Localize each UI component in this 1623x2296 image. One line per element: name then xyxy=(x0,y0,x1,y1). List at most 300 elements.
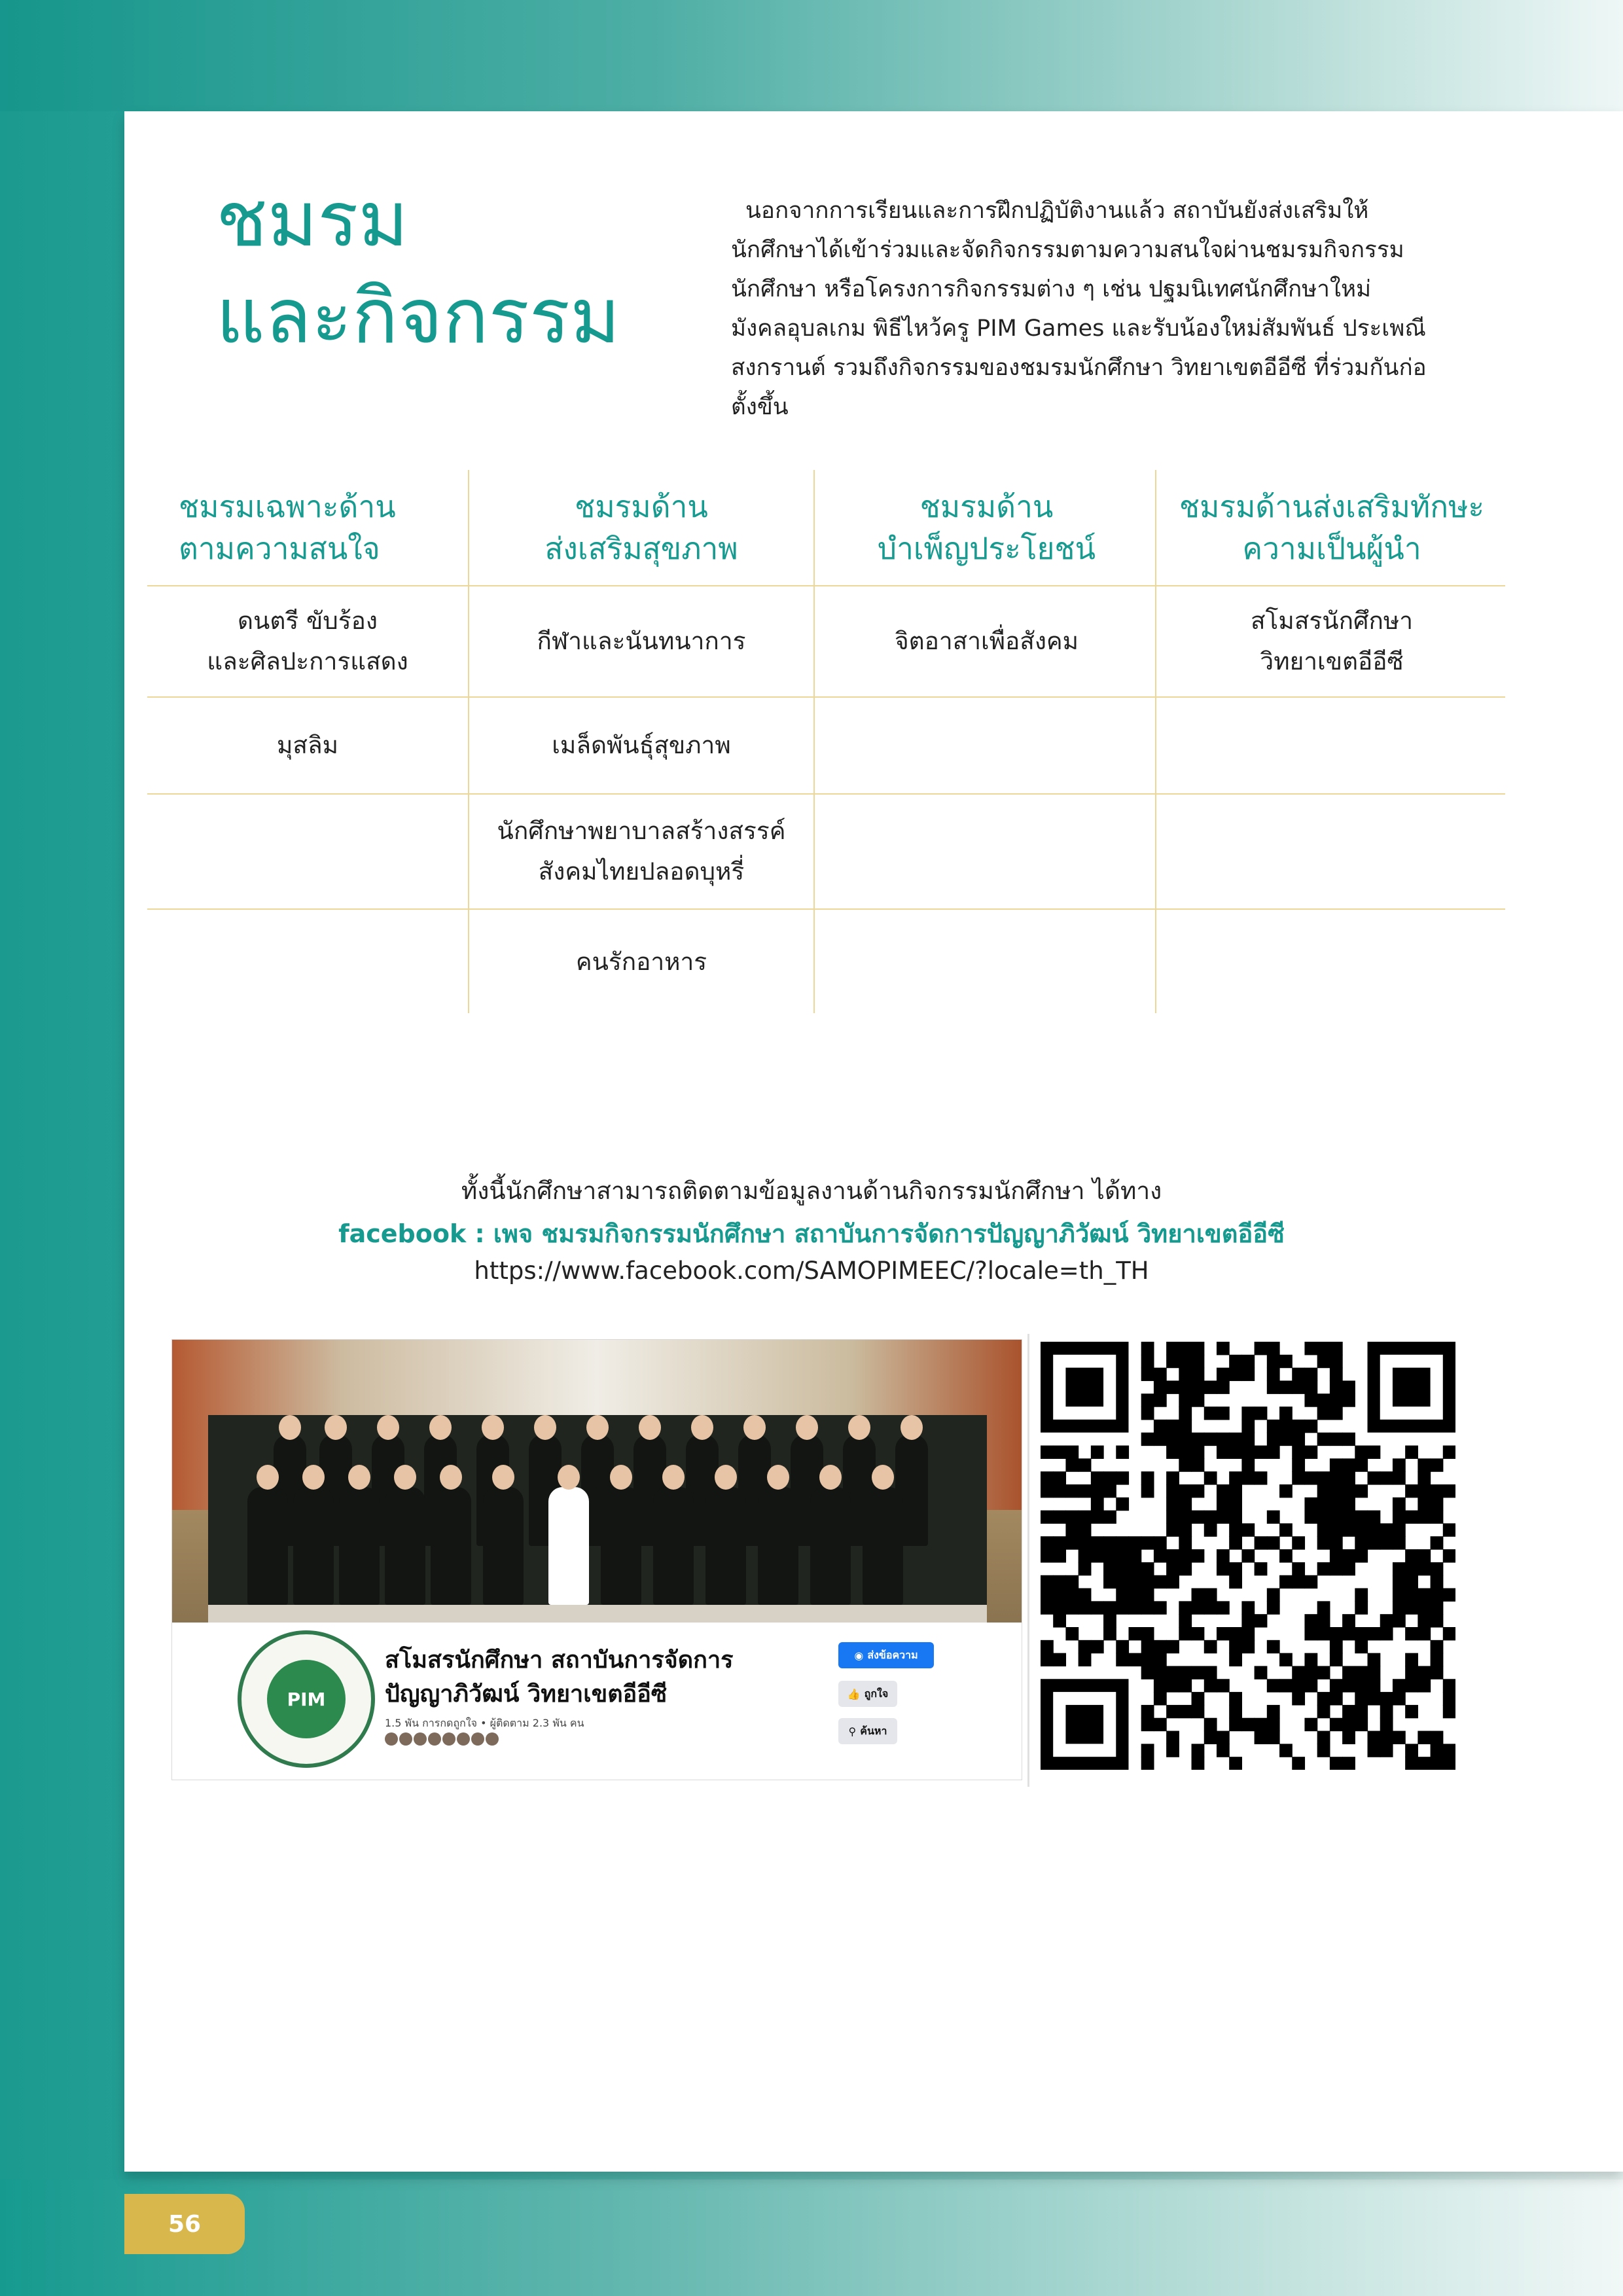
qr-module xyxy=(1241,1471,1255,1484)
qr-module xyxy=(1166,1511,1179,1524)
qr-module xyxy=(1443,1692,1455,1705)
qr-module xyxy=(1204,1588,1217,1602)
photo-figure-head xyxy=(848,1415,870,1440)
qr-module xyxy=(1192,1458,1205,1471)
qr-module xyxy=(1116,1601,1129,1614)
photo-figure-head xyxy=(715,1465,737,1490)
qr-module xyxy=(1192,1549,1205,1562)
qr-module xyxy=(1192,1380,1205,1393)
qr-module xyxy=(1355,1484,1368,1498)
qr-module xyxy=(1116,1446,1129,1459)
qr-module xyxy=(1217,1679,1230,1692)
qr-module xyxy=(1166,1484,1179,1498)
qr-module xyxy=(1393,1498,1406,1511)
search-label: ค้นหา xyxy=(860,1724,887,1737)
qr-module xyxy=(1317,1536,1330,1549)
qr-module xyxy=(1065,1627,1079,1640)
qr-module xyxy=(1304,1471,1317,1484)
qr-module xyxy=(1179,1484,1192,1498)
follower-avatar xyxy=(399,1732,412,1746)
photo-figure xyxy=(863,1487,903,1605)
qr-module xyxy=(1241,1640,1255,1653)
table-cell: ดนตรี ขับร้อง และศิลปะการแสดง xyxy=(207,607,408,675)
facebook-url[interactable]: https://www.facebook.com/SAMOPIMEEC/?locale=th_TH xyxy=(474,1257,1149,1285)
qr-module xyxy=(1304,1368,1317,1381)
qr-module xyxy=(1128,1536,1141,1549)
qr-module xyxy=(1292,1458,1305,1471)
qr-module xyxy=(1241,1355,1255,1368)
table-header-cell xyxy=(468,470,815,585)
qr-module xyxy=(1368,1731,1381,1744)
qr-module xyxy=(1154,1420,1167,1433)
photo-figure-head xyxy=(586,1415,609,1440)
qr-module xyxy=(1342,1614,1355,1627)
qr-module xyxy=(1217,1511,1230,1524)
qr-module xyxy=(1342,1627,1355,1640)
qr-module xyxy=(1229,1653,1242,1666)
qr-module xyxy=(1431,1458,1444,1471)
qr-module xyxy=(1342,1393,1355,1407)
header-line: ชมรมด้าน xyxy=(575,489,708,524)
qr-module xyxy=(1229,1523,1242,1536)
qr-module xyxy=(1317,1484,1330,1498)
qr-module xyxy=(1154,1368,1167,1381)
qr-module xyxy=(1380,1718,1393,1731)
qr-module xyxy=(1179,1614,1192,1627)
qr-module xyxy=(1368,1679,1381,1692)
qr-module xyxy=(1154,1575,1167,1588)
qr-module xyxy=(1179,1420,1192,1433)
qr-module xyxy=(1418,1588,1431,1602)
qr-module xyxy=(1431,1588,1444,1602)
qr-module xyxy=(1418,1511,1431,1524)
qr-module xyxy=(1217,1627,1230,1640)
qr-module xyxy=(1443,1744,1455,1757)
qr-module xyxy=(1330,1757,1343,1770)
qr-module xyxy=(1431,1744,1444,1757)
qr-module xyxy=(1241,1368,1255,1381)
qr-module xyxy=(1229,1562,1242,1575)
qr-module xyxy=(1053,1601,1066,1614)
header-line: ชมรมเฉพาะด้าน xyxy=(179,489,396,524)
qr-module xyxy=(1229,1355,1242,1368)
qr-module xyxy=(1217,1433,1230,1446)
qr-module xyxy=(1128,1575,1141,1588)
qr-module xyxy=(1368,1536,1381,1549)
qr-module xyxy=(1267,1588,1280,1602)
qr-module xyxy=(1304,1342,1317,1355)
table-row xyxy=(147,698,1505,795)
qr-module xyxy=(1330,1484,1343,1498)
qr-module xyxy=(1443,1549,1455,1562)
qr-module xyxy=(1192,1433,1205,1446)
photo-figure-head xyxy=(796,1415,818,1440)
qr-module xyxy=(1304,1420,1317,1433)
qr-module xyxy=(1166,1575,1179,1588)
qr-module xyxy=(1279,1484,1293,1498)
qr-module xyxy=(1317,1705,1330,1718)
qr-finder xyxy=(1393,1368,1431,1407)
intro-line: ตั้งขึ้น xyxy=(731,394,789,420)
photo-figure xyxy=(810,1487,851,1605)
follower-avatar xyxy=(442,1732,455,1746)
page-number: 56 xyxy=(124,2194,245,2254)
qr-module xyxy=(1355,1446,1368,1459)
qr-module xyxy=(1330,1692,1343,1705)
qr-module xyxy=(1380,1627,1393,1640)
qr-module xyxy=(1154,1679,1167,1692)
qr-module xyxy=(1393,1731,1406,1744)
qr-module xyxy=(1267,1705,1280,1718)
qr-code[interactable] xyxy=(1041,1342,1455,1770)
qr-module xyxy=(1154,1601,1167,1614)
qr-module xyxy=(1229,1640,1242,1653)
qr-module xyxy=(1141,1575,1154,1588)
qr-module xyxy=(1154,1536,1167,1549)
qr-module xyxy=(1128,1549,1141,1562)
qr-module xyxy=(1141,1562,1154,1575)
qr-module xyxy=(1330,1368,1343,1381)
qr-module xyxy=(1418,1627,1431,1640)
qr-module xyxy=(1079,1458,1092,1471)
qr-module xyxy=(1079,1549,1092,1562)
table-cell: สโมสรนักศึกษา วิทยาเขตอีอีซี xyxy=(1250,607,1414,675)
qr-module xyxy=(1431,1614,1444,1627)
qr-module xyxy=(1255,1562,1268,1575)
qr-module xyxy=(1380,1523,1393,1536)
table-row xyxy=(147,586,1505,698)
qr-module xyxy=(1393,1511,1406,1524)
qr-module xyxy=(1103,1471,1116,1484)
thumbs-up-icon: 👍 xyxy=(847,1687,861,1700)
table-cell xyxy=(1158,795,1505,908)
facebook-page-link-text[interactable]: facebook : เพจ ชมรมกิจกรรมนักศึกษา สถาบันการจัดการปัญญาภิวัฒน์ วิทยาเขตอีอีซี xyxy=(338,1219,1285,1248)
qr-module xyxy=(1368,1511,1381,1524)
qr-module xyxy=(1267,1355,1280,1368)
qr-module xyxy=(1355,1511,1368,1524)
qr-module xyxy=(1342,1484,1355,1498)
qr-module xyxy=(1431,1666,1444,1679)
intro-line: สงกรานต์ รวมถึงกิจกรรมของชมรมนักศึกษา วิทยาเขตอีอีซี ที่ร่วมกันก่อ xyxy=(731,355,1427,381)
like-label: ถูกใจ xyxy=(864,1687,889,1700)
qr-module xyxy=(1342,1498,1355,1511)
qr-module xyxy=(1255,1407,1268,1420)
qr-module xyxy=(1355,1718,1368,1731)
qr-module xyxy=(1192,1601,1205,1614)
qr-module xyxy=(1317,1601,1330,1614)
qr-module xyxy=(1292,1446,1305,1459)
qr-module xyxy=(1154,1549,1167,1562)
qr-module xyxy=(1431,1536,1444,1549)
qr-module xyxy=(1229,1498,1242,1511)
qr-module xyxy=(1141,1653,1154,1666)
qr-module xyxy=(1279,1433,1293,1446)
page-name-line: สโมสรนักศึกษา สถาบันการจัดการ xyxy=(385,1647,734,1674)
group-photo xyxy=(172,1340,1022,1623)
qr-module xyxy=(1304,1653,1317,1666)
qr-module xyxy=(1091,1511,1104,1524)
table-cell xyxy=(1158,698,1505,793)
qr-module xyxy=(1255,1718,1268,1731)
qr-module xyxy=(1342,1523,1355,1536)
qr-module xyxy=(1041,1549,1054,1562)
qr-module xyxy=(1217,1601,1230,1614)
qr-module xyxy=(1128,1562,1141,1575)
qr-module xyxy=(1267,1536,1280,1549)
qr-module xyxy=(1141,1640,1154,1653)
qr-module xyxy=(1279,1380,1293,1393)
qr-module xyxy=(1065,1523,1079,1536)
qr-module xyxy=(1405,1666,1418,1679)
photo-figure-head xyxy=(743,1415,766,1440)
qr-module xyxy=(1103,1511,1116,1524)
qr-module xyxy=(1330,1433,1343,1446)
qr-module xyxy=(1116,1536,1129,1549)
qr-module xyxy=(1267,1433,1280,1446)
qr-module xyxy=(1154,1692,1167,1705)
qr-module xyxy=(1053,1549,1066,1562)
photo-figure xyxy=(758,1487,798,1605)
qr-module xyxy=(1380,1614,1393,1627)
qr-module xyxy=(1241,1458,1255,1471)
qr-module xyxy=(1217,1446,1230,1459)
qr-module xyxy=(1241,1523,1255,1536)
qr-module xyxy=(1103,1562,1116,1575)
qr-module xyxy=(1079,1640,1092,1653)
qr-module xyxy=(1418,1757,1431,1770)
qr-module xyxy=(1166,1342,1179,1355)
qr-module xyxy=(1393,1575,1406,1588)
photo-floor xyxy=(208,1605,987,1623)
qr-module xyxy=(1166,1562,1179,1575)
follower-avatars xyxy=(385,1732,499,1746)
qr-module xyxy=(1179,1433,1192,1446)
photo-figure xyxy=(601,1487,641,1605)
qr-module xyxy=(1179,1458,1192,1471)
qr-module xyxy=(1443,1627,1455,1640)
qr-module xyxy=(1267,1601,1280,1614)
qr-module xyxy=(1393,1679,1406,1692)
qr-module xyxy=(1192,1393,1205,1407)
title-line-2: และกิจกรรม xyxy=(216,272,620,361)
qr-module xyxy=(1179,1511,1192,1524)
qr-module xyxy=(1279,1549,1293,1562)
qr-module xyxy=(1317,1614,1330,1627)
qr-module xyxy=(1292,1562,1305,1575)
qr-module xyxy=(1330,1627,1343,1640)
qr-module xyxy=(1241,1549,1255,1562)
qr-module xyxy=(1368,1523,1381,1536)
table-cell: มุสลิม xyxy=(276,731,339,759)
qr-module xyxy=(1204,1380,1217,1393)
qr-module xyxy=(1267,1446,1280,1459)
photo-figure-head xyxy=(302,1465,325,1490)
qr-module xyxy=(1267,1718,1280,1731)
like-button[interactable] xyxy=(838,1681,897,1707)
qr-module xyxy=(1405,1601,1418,1614)
qr-module xyxy=(1317,1666,1330,1679)
qr-module xyxy=(1053,1614,1066,1627)
photo-people xyxy=(208,1415,987,1605)
photo-figure-head xyxy=(482,1415,504,1440)
qr-module xyxy=(1065,1446,1079,1459)
qr-module xyxy=(1154,1640,1167,1653)
qr-module xyxy=(1241,1614,1255,1627)
qr-module xyxy=(1128,1627,1141,1640)
qr-module xyxy=(1304,1627,1317,1640)
qr-module xyxy=(1204,1718,1217,1731)
qr-module xyxy=(1279,1420,1293,1433)
table-cell xyxy=(815,698,1158,793)
qr-module xyxy=(1267,1679,1280,1692)
qr-module xyxy=(1279,1355,1293,1368)
qr-module xyxy=(1229,1757,1242,1770)
qr-module xyxy=(1304,1511,1317,1524)
qr-module xyxy=(1041,1588,1054,1602)
photo-figure xyxy=(705,1487,746,1605)
qr-module xyxy=(1192,1588,1205,1602)
qr-module xyxy=(1116,1575,1129,1588)
qr-module xyxy=(1279,1744,1293,1757)
qr-module xyxy=(1330,1549,1343,1562)
table-header-row xyxy=(147,470,1505,586)
qr-module xyxy=(1405,1562,1418,1575)
qr-module xyxy=(1355,1601,1368,1614)
table-row xyxy=(147,795,1505,910)
qr-module xyxy=(1355,1666,1368,1679)
qr-module xyxy=(1217,1562,1230,1575)
qr-module xyxy=(1103,1601,1116,1614)
qr-module xyxy=(1405,1705,1418,1718)
qr-module xyxy=(1217,1407,1230,1420)
qr-module xyxy=(1192,1757,1205,1770)
table-header-cell xyxy=(1158,470,1505,585)
send-message-label: ส่งข้อความ xyxy=(867,1648,918,1661)
qr-module xyxy=(1330,1471,1343,1484)
table-cell xyxy=(147,795,468,908)
qr-module xyxy=(1330,1380,1343,1393)
facebook-page-preview xyxy=(171,1339,1022,1780)
header-line: ส่งเสริมสุขภาพ xyxy=(544,531,738,566)
qr-module xyxy=(1330,1653,1343,1666)
photo-figure-head xyxy=(767,1465,789,1490)
qr-module xyxy=(1091,1640,1104,1653)
qr-module xyxy=(1393,1562,1406,1575)
qr-module xyxy=(1267,1731,1280,1744)
qr-module xyxy=(1355,1692,1368,1705)
qr-module xyxy=(1330,1562,1343,1575)
qr-module xyxy=(1154,1666,1167,1679)
qr-module xyxy=(1154,1393,1167,1407)
qr-module xyxy=(1368,1627,1381,1640)
qr-module xyxy=(1330,1355,1343,1368)
qr-module xyxy=(1342,1471,1355,1484)
qr-module xyxy=(1418,1498,1431,1511)
qr-module xyxy=(1405,1653,1418,1666)
table-header-cell xyxy=(815,470,1158,585)
qr-module xyxy=(1241,1420,1255,1433)
table-cell: กีฬาและนันทนาการ xyxy=(537,627,746,655)
qr-module xyxy=(1053,1588,1066,1602)
qr-module xyxy=(1141,1484,1154,1498)
qr-module xyxy=(1204,1511,1217,1524)
qr-module xyxy=(1418,1562,1431,1575)
qr-module xyxy=(1431,1731,1444,1744)
qr-module xyxy=(1179,1446,1192,1459)
qr-module xyxy=(1091,1601,1104,1614)
table-cell: จิตอาสาเพื่อสังคม xyxy=(894,627,1079,655)
qr-module xyxy=(1330,1679,1343,1692)
qr-module xyxy=(1418,1731,1431,1744)
qr-module xyxy=(1217,1744,1230,1757)
photo-figure-head xyxy=(440,1465,462,1490)
qr-module xyxy=(1380,1471,1393,1484)
photo-figure xyxy=(548,1487,589,1605)
qr-module xyxy=(1141,1601,1154,1614)
qr-module xyxy=(1154,1718,1167,1731)
qr-module xyxy=(1368,1653,1381,1666)
qr-module xyxy=(1342,1718,1355,1731)
qr-module xyxy=(1292,1420,1305,1433)
qr-module xyxy=(1229,1433,1242,1446)
qr-module xyxy=(1141,1705,1154,1718)
qr-module xyxy=(1393,1458,1406,1471)
qr-module xyxy=(1065,1511,1079,1524)
qr-module xyxy=(1179,1407,1192,1420)
qr-module xyxy=(1065,1575,1079,1588)
qr-module xyxy=(1317,1627,1330,1640)
qr-module xyxy=(1103,1549,1116,1562)
follower-avatar xyxy=(471,1732,484,1746)
qr-module xyxy=(1065,1458,1079,1471)
qr-module xyxy=(1292,1757,1305,1770)
photo-figure-head xyxy=(257,1465,279,1490)
qr-module xyxy=(1279,1523,1293,1536)
qr-module xyxy=(1241,1433,1255,1446)
qr-module xyxy=(1041,1511,1054,1524)
follow-text: ทั้งนี้นักศึกษาสามารถติดตามข้อมูลงานด้านกิจกรรมนักศึกษา ได้ทาง xyxy=(461,1177,1162,1205)
qr-module xyxy=(1229,1692,1242,1705)
qr-module xyxy=(1355,1627,1368,1640)
qr-module xyxy=(1141,1433,1154,1446)
qr-module xyxy=(1154,1653,1167,1666)
table-cell xyxy=(1158,910,1505,1014)
qr-module xyxy=(1418,1484,1431,1498)
table-cell: คนรักอาหาร xyxy=(575,948,707,976)
qr-module xyxy=(1141,1757,1154,1770)
vertical-divider xyxy=(1027,1334,1029,1787)
qr-module xyxy=(1053,1471,1066,1484)
qr-finder xyxy=(1065,1368,1103,1407)
qr-module xyxy=(1128,1601,1141,1614)
qr-module xyxy=(1154,1433,1167,1446)
qr-module xyxy=(1041,1640,1054,1653)
qr-module xyxy=(1229,1627,1242,1640)
qr-module xyxy=(1405,1744,1418,1757)
qr-module xyxy=(1405,1679,1418,1692)
qr-module xyxy=(1116,1498,1129,1511)
search-button[interactable] xyxy=(838,1718,897,1744)
qr-module xyxy=(1192,1666,1205,1679)
qr-module xyxy=(1166,1705,1179,1718)
qr-module xyxy=(1342,1562,1355,1575)
qr-module xyxy=(1355,1640,1368,1653)
qr-module xyxy=(1317,1523,1330,1536)
qr-module xyxy=(1179,1380,1192,1393)
send-message-button[interactable] xyxy=(838,1642,934,1668)
qr-module xyxy=(1192,1484,1205,1498)
qr-module xyxy=(1204,1731,1217,1744)
